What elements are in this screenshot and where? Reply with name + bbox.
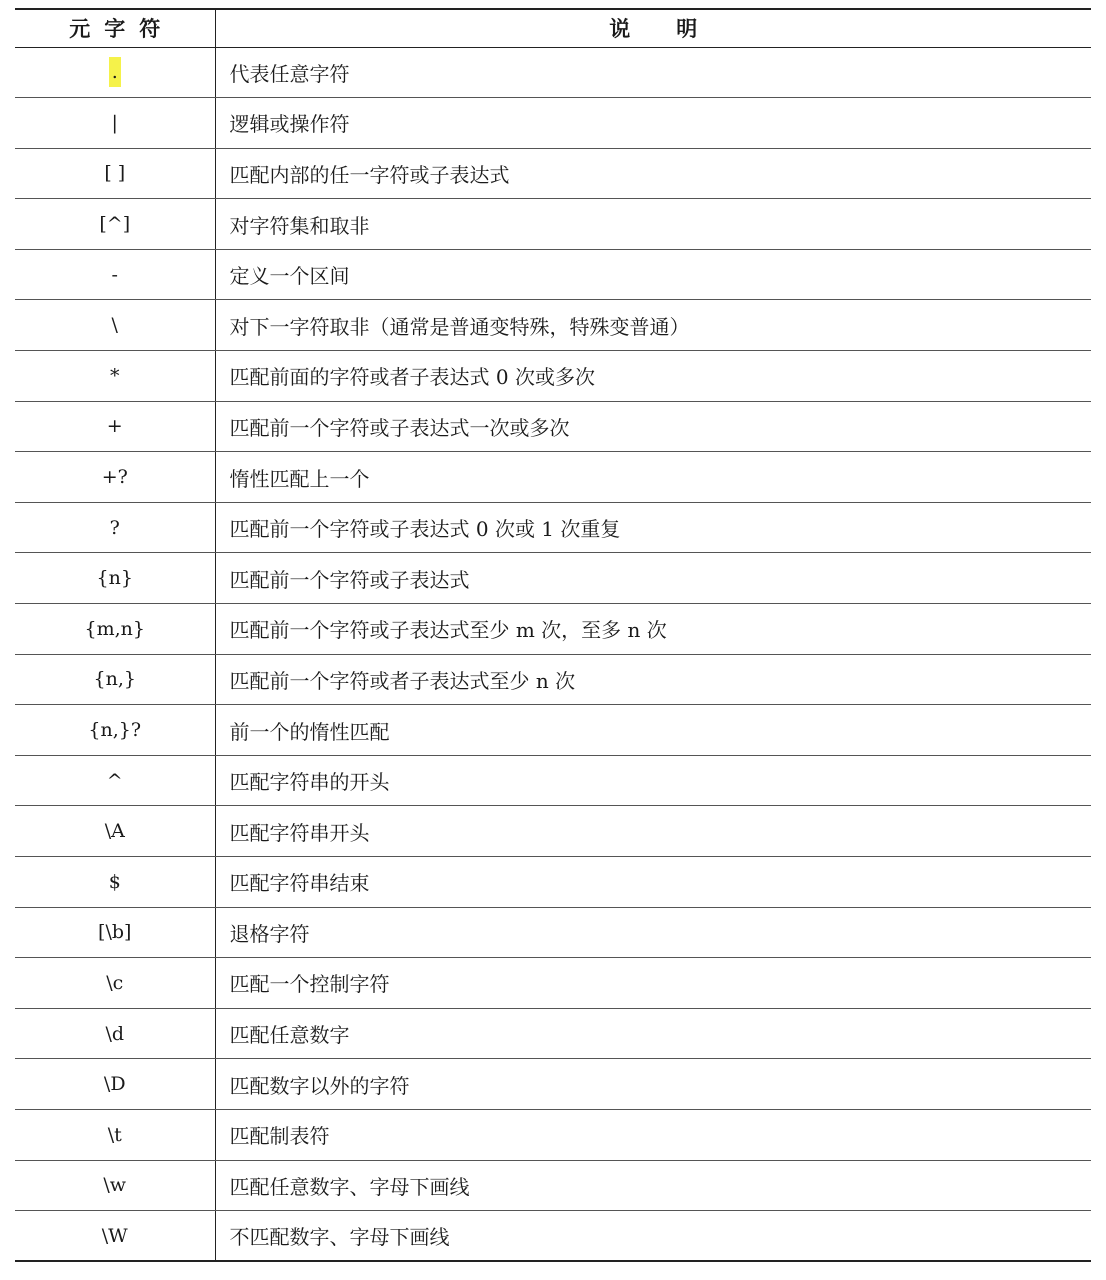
- symbol-text: \w: [103, 1174, 127, 1197]
- table-row: [15, 452, 1091, 503]
- symbol-text: \c: [106, 971, 124, 994]
- symbol-cell: [15, 148, 215, 199]
- table-row: [15, 1008, 1091, 1059]
- description-text: 逻辑或操作符: [229, 112, 350, 137]
- description-text: 退格字符: [229, 921, 310, 946]
- description-cell: [215, 249, 1091, 300]
- metacharacter-table-container: [15, 8, 1091, 1262]
- symbol-text: \t: [107, 1123, 122, 1146]
- symbol-cell: [15, 755, 215, 806]
- symbol-cell: [15, 958, 215, 1009]
- symbol-cell: [15, 98, 215, 149]
- description-text: 匹配前一个字符或子表达式一次或多次: [229, 415, 570, 440]
- description-cell: [215, 907, 1091, 958]
- symbol-text: ^: [106, 769, 123, 792]
- description-cell: [215, 199, 1091, 250]
- table-row: [15, 502, 1091, 553]
- symbol-cell: [15, 857, 215, 908]
- symbol-cell: [15, 199, 215, 250]
- description-text: 匹配前一个字符或子表达式 0 次或 1 次重复: [229, 517, 621, 542]
- description-cell: [215, 1160, 1091, 1211]
- description-cell: [215, 148, 1091, 199]
- description-text: 匹配前一个字符或子表达式至少 m 次，至多 n 次: [229, 618, 667, 643]
- description-cell: [215, 1211, 1091, 1262]
- table-row: [15, 806, 1091, 857]
- symbol-text: {n,}?: [88, 719, 142, 742]
- symbol-cell: [15, 1211, 215, 1262]
- table-body: [15, 47, 1091, 1261]
- table-row: [15, 958, 1091, 1009]
- description-text: 对字符集和取非: [229, 213, 370, 238]
- symbol-text: ?: [109, 516, 120, 539]
- description-cell: [215, 47, 1091, 98]
- table-row: [15, 1160, 1091, 1211]
- symbol-cell: [15, 705, 215, 756]
- table-row: [15, 553, 1091, 604]
- description-text: 匹配一个控制字符: [229, 972, 390, 997]
- symbol-text: [^]: [99, 213, 131, 236]
- description-text: 匹配字符串的开头: [229, 770, 390, 795]
- symbol-text: +: [106, 415, 123, 438]
- symbol-cell: [15, 1059, 215, 1110]
- symbol-cell: [15, 654, 215, 705]
- symbol-cell: [15, 452, 215, 503]
- symbol-text: \D: [103, 1073, 126, 1096]
- description-text: 匹配制表符: [229, 1124, 330, 1149]
- symbol-text: {m,n}: [84, 617, 145, 640]
- description-text: 匹配字符串结束: [229, 871, 370, 896]
- table-row: [15, 1109, 1091, 1160]
- header-description-label: 说明: [609, 17, 744, 42]
- symbol-text: {n}: [96, 567, 133, 590]
- table-row: [15, 148, 1091, 199]
- symbol-cell: [15, 1109, 215, 1160]
- symbol-cell: [15, 604, 215, 655]
- description-text: 前一个的惰性匹配: [229, 719, 390, 744]
- header-row: [15, 9, 1091, 47]
- description-text: 定义一个区间: [229, 264, 350, 289]
- symbol-text: *: [110, 364, 120, 387]
- table-row: [15, 755, 1091, 806]
- table-row: [15, 857, 1091, 908]
- description-text: 匹配前一个字符或者子表达式至少 n 次: [229, 668, 576, 693]
- symbol-text: -: [111, 263, 118, 286]
- symbol-text: \d: [105, 1022, 125, 1045]
- description-text: 代表任意字符: [229, 61, 350, 86]
- symbol-cell: [15, 47, 215, 98]
- description-cell: [215, 604, 1091, 655]
- symbol-cell: [15, 1160, 215, 1211]
- description-cell: [215, 755, 1091, 806]
- description-text: 匹配字符串开头: [229, 820, 370, 845]
- description-text: 匹配任意数字、字母下画线: [229, 1174, 470, 1199]
- description-text: 对下一字符取非（通常是普通变特殊，特殊变普通）: [229, 314, 690, 339]
- header-description: [215, 9, 1091, 47]
- symbol-text: [\b]: [98, 921, 132, 944]
- table-row: [15, 98, 1091, 149]
- description-text: 惰性匹配上一个: [229, 466, 370, 491]
- table-row: [15, 249, 1091, 300]
- description-cell: [215, 300, 1091, 351]
- description-cell: [215, 705, 1091, 756]
- symbol-text: |: [111, 111, 118, 134]
- description-text: 匹配数字以外的字符: [229, 1073, 410, 1098]
- header-symbol: [15, 9, 215, 47]
- symbol-text: \: [111, 314, 118, 337]
- description-text: 匹配前一个字符或子表达式: [229, 567, 470, 592]
- symbol-cell: [15, 553, 215, 604]
- description-cell: [215, 553, 1091, 604]
- description-text: 匹配前面的字符或者子表达式 0 次或多次: [229, 365, 595, 390]
- symbol-text: .: [109, 57, 121, 87]
- table-row: [15, 604, 1091, 655]
- table-row: [15, 300, 1091, 351]
- description-cell: [215, 98, 1091, 149]
- symbol-text: +?: [101, 466, 128, 489]
- table-row: [15, 199, 1091, 250]
- description-cell: [215, 654, 1091, 705]
- table-row: [15, 705, 1091, 756]
- table-row: [15, 351, 1091, 402]
- symbol-cell: [15, 300, 215, 351]
- table-row: [15, 654, 1091, 705]
- table-header: [15, 9, 1091, 47]
- symbol-text: [ ]: [104, 162, 126, 185]
- table-row: [15, 47, 1091, 98]
- description-cell: [215, 502, 1091, 553]
- description-cell: [215, 401, 1091, 452]
- description-cell: [215, 958, 1091, 1009]
- description-cell: [215, 857, 1091, 908]
- symbol-cell: [15, 249, 215, 300]
- description-cell: [215, 806, 1091, 857]
- symbol-cell: [15, 806, 215, 857]
- description-cell: [215, 1059, 1091, 1110]
- description-cell: [215, 1109, 1091, 1160]
- symbol-text: \W: [101, 1224, 128, 1247]
- description-text: 不匹配数字、字母下画线: [229, 1225, 450, 1250]
- symbol-cell: [15, 351, 215, 402]
- metacharacter-table: [15, 8, 1091, 1262]
- table-row: [15, 1211, 1091, 1262]
- symbol-cell: [15, 1008, 215, 1059]
- table-row: [15, 1059, 1091, 1110]
- symbol-text: \A: [104, 820, 125, 843]
- description-cell: [215, 452, 1091, 503]
- symbol-cell: [15, 401, 215, 452]
- symbol-text: {n,}: [93, 668, 136, 691]
- symbol-text: $: [108, 870, 121, 893]
- description-text: 匹配内部的任一字符或子表达式: [229, 162, 510, 187]
- table-row: [15, 401, 1091, 452]
- header-symbol-label: 元字符: [69, 17, 175, 42]
- description-cell: [215, 351, 1091, 402]
- table-row: [15, 907, 1091, 958]
- symbol-cell: [15, 907, 215, 958]
- description-cell: [215, 1008, 1091, 1059]
- symbol-cell: [15, 502, 215, 553]
- description-text: 匹配任意数字: [229, 1023, 350, 1048]
